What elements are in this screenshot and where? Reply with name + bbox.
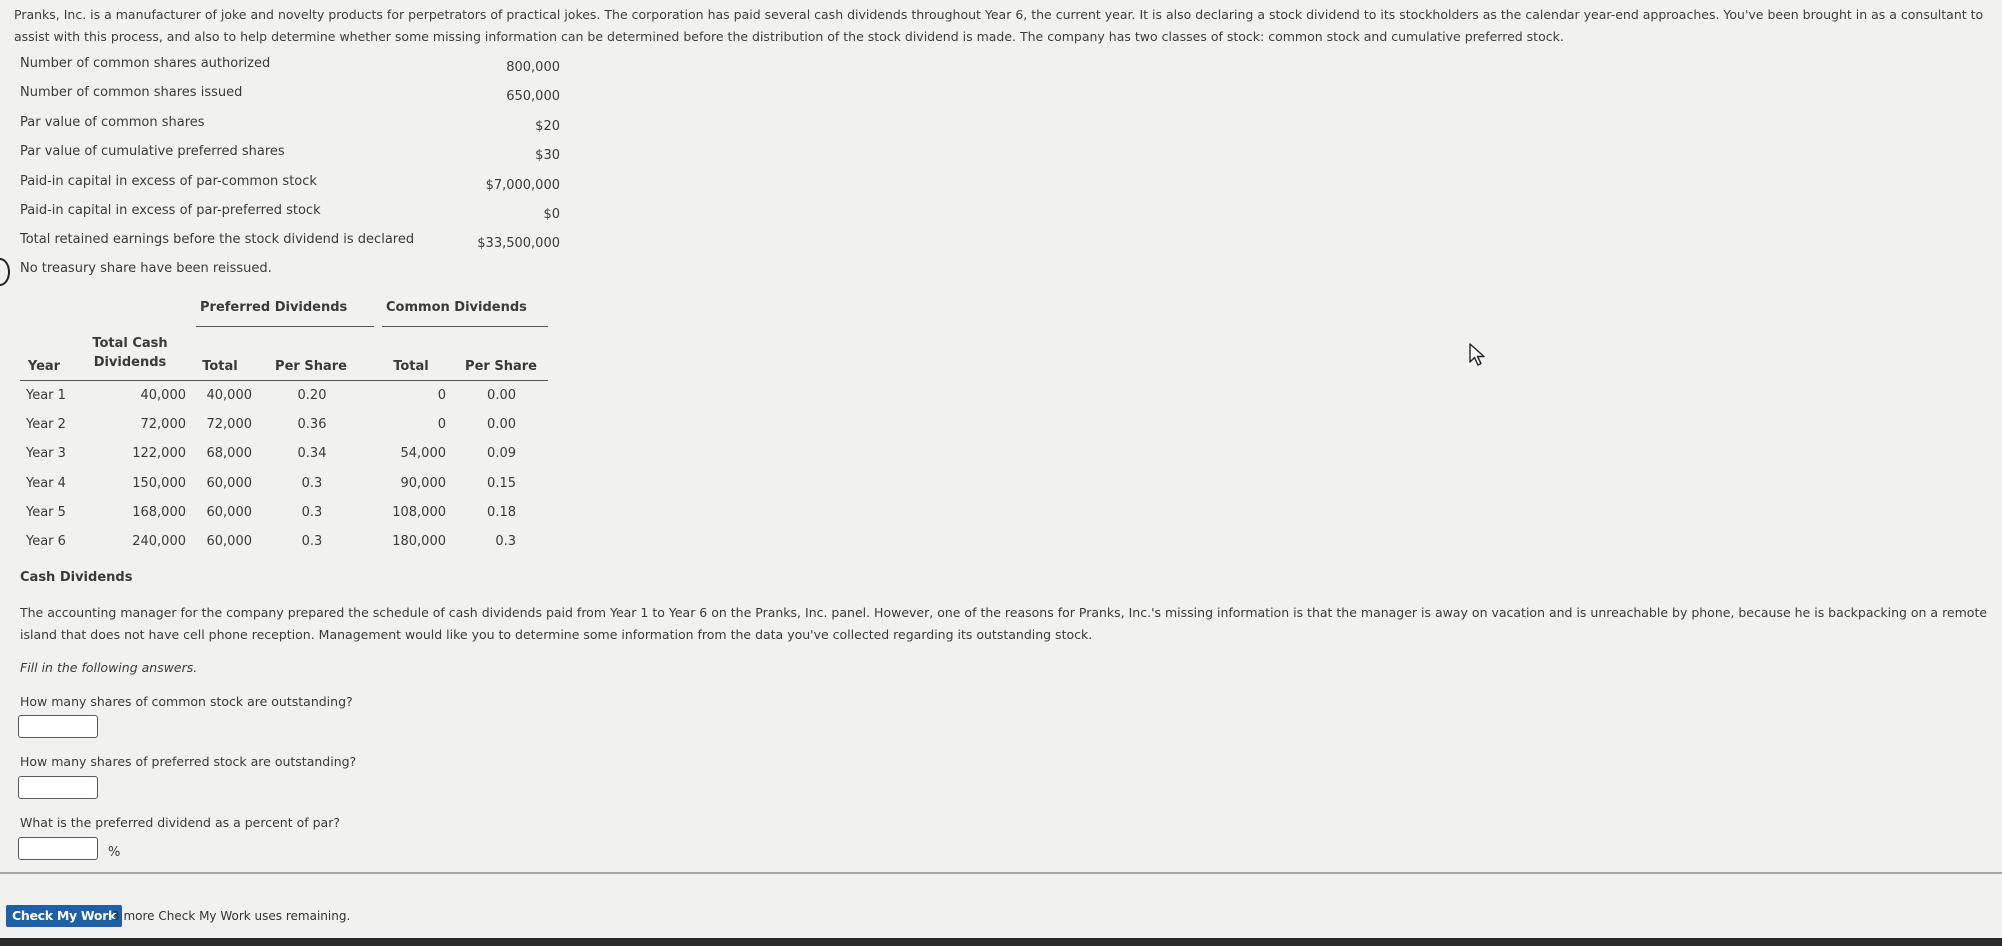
cell-common-total: 180,000 xyxy=(392,533,446,549)
col-header-total-cash-line2: Dividends xyxy=(93,355,167,370)
cell-pref-total: 60,000 xyxy=(206,504,252,520)
cell-pref-per-share: 0.20 xyxy=(297,388,327,403)
fact-row xyxy=(20,203,560,232)
cell-total-cash: 168,000 xyxy=(132,504,186,520)
cell-year: Year 1 xyxy=(26,388,66,403)
fact-row xyxy=(20,232,560,261)
cell-pref-per-share: 0.36 xyxy=(297,417,327,433)
col-header-pref-per-share: Per Share xyxy=(275,359,347,374)
fact-row xyxy=(20,56,560,85)
cell-common-total: 0 xyxy=(437,417,446,433)
bottom-bar xyxy=(0,938,2002,946)
fact-value: $33,500,000 xyxy=(477,236,560,252)
cell-common-total: 90,000 xyxy=(400,475,446,491)
fact-value: $30 xyxy=(535,148,560,164)
cell-year: Year 4 xyxy=(26,475,66,491)
table-row xyxy=(20,476,548,505)
fact-row xyxy=(20,174,560,203)
cell-pref-total: 40,000 xyxy=(206,388,252,403)
col-header-year: Year xyxy=(27,359,61,374)
preferred-shares-outstanding-input[interactable] xyxy=(18,776,98,799)
table-row xyxy=(20,417,548,446)
cell-total-cash: 240,000 xyxy=(132,533,186,549)
col-header-pref-total: Total xyxy=(202,359,238,374)
narrative-paragraph: The accounting manager for the company prepared the schedule of cash dividends paid from Year 1 to Year 6 on the Pranks, Inc. panel. However, one of the reasons for Pranks, Inc.'s missing information is that the manager is away on vacation and is unreachable by phone, because he is backpacking on a remote island that does not have cell phone reception. Management would like you to determine some information from the data you've collected regarding its outstanding stock. xyxy=(20,605,1988,642)
fact-label: Number of common shares authorized xyxy=(20,56,271,71)
check-my-work-button[interactable]: Check My Work xyxy=(6,905,122,927)
fact-value: 650,000 xyxy=(506,89,560,105)
table-row xyxy=(20,534,548,563)
cell-common-per-share: 0.18 xyxy=(487,504,516,520)
table-row xyxy=(20,388,548,417)
fact-label: Total retained earnings before the stock dividend is declared xyxy=(20,232,415,248)
question-preferred-dividend-percent: What is the preferred dividend as a percent of par? xyxy=(20,815,340,830)
table-row xyxy=(20,505,548,534)
common-header-rule xyxy=(382,326,548,327)
cell-year: Year 5 xyxy=(26,504,66,520)
instruction-text: Fill in the following answers. xyxy=(20,660,198,675)
fact-value: $20 xyxy=(535,118,560,134)
fact-row xyxy=(20,144,560,173)
preferred-header-rule xyxy=(196,326,374,327)
problem-intro: Pranks, Inc. is a manufacturer of joke and novelty products for perpetrators of practical jokes. The corporation has paid several cash dividends throughout Year 6, the current year. It is also declaring a stock dividend to its stockholders as the calendar year-end approaches. You've been brought in as a consultant to assist with this process, and also to help determine whether some missing information can be determined before the distribution of the stock dividend is made. The company has two classes of stock: common stock and cumulative preferred stock. xyxy=(14,7,1984,44)
preferred-dividends-header: Preferred Dividends xyxy=(200,300,348,315)
col-header-total-cash xyxy=(82,334,178,372)
col-header-total-cash-line1: Total Cash xyxy=(92,336,168,351)
cell-common-total: 54,000 xyxy=(400,446,446,462)
check-uses-remaining: 3 more Check My Work uses remaining. xyxy=(112,909,351,923)
question-common-shares: How many shares of common stock are outstanding? xyxy=(20,694,353,709)
fact-value: $0 xyxy=(543,206,560,222)
col-header-common-per-share: Per Share xyxy=(465,359,537,374)
cell-common-per-share: 0.00 xyxy=(487,417,516,433)
table-caption: Cash Dividends xyxy=(20,570,133,585)
facts-list xyxy=(20,56,560,262)
table-row xyxy=(20,446,548,475)
cell-common-total: 0 xyxy=(437,388,446,403)
preferred-dividend-percent-input[interactable] xyxy=(18,837,98,860)
col-header-common-total: Total xyxy=(393,359,429,374)
percent-suffix: % xyxy=(108,845,121,860)
cell-common-per-share: 0.15 xyxy=(487,475,516,491)
fact-row xyxy=(20,115,560,144)
cell-pref-total: 72,000 xyxy=(206,417,252,433)
fact-label: Paid-in capital in excess of par-common stock xyxy=(20,173,317,189)
cell-year: Year 3 xyxy=(26,446,66,462)
fact-label: Par value of common shares xyxy=(20,114,205,130)
common-shares-outstanding-input[interactable] xyxy=(18,715,98,738)
treasury-note: No treasury share have been reissued. xyxy=(20,261,272,276)
cell-year: Year 2 xyxy=(26,417,66,433)
cell-pref-per-share: 0.3 xyxy=(301,504,323,520)
fact-value: $7,000,000 xyxy=(485,177,560,193)
cell-pref-per-share: 0.3 xyxy=(301,475,323,491)
cell-pref-total: 60,000 xyxy=(206,475,252,491)
cell-pref-per-share: 0.34 xyxy=(297,446,327,462)
cell-common-per-share: 0.09 xyxy=(487,446,516,462)
cell-pref-total: 68,000 xyxy=(206,446,252,462)
question-preferred-shares: How many shares of preferred stock are outstanding? xyxy=(20,754,357,769)
fact-row xyxy=(20,85,560,114)
cell-total-cash: 150,000 xyxy=(132,475,186,491)
fact-value: 800,000 xyxy=(506,60,560,75)
common-dividends-header: Common Dividends xyxy=(386,300,527,315)
cell-common-per-share: 0.3 xyxy=(495,533,516,549)
fact-label: Par value of cumulative preferred shares xyxy=(20,144,285,160)
cell-year: Year 6 xyxy=(26,533,66,549)
cell-pref-total: 60,000 xyxy=(206,533,252,549)
footer-divider xyxy=(0,872,2002,874)
fact-label: Paid-in capital in excess of par-preferred stock xyxy=(20,202,321,218)
cell-common-total: 108,000 xyxy=(392,504,446,520)
mouse-pointer-icon xyxy=(1469,343,1487,367)
fact-label: Number of common shares issued xyxy=(20,85,243,101)
left-edge-mark xyxy=(0,258,10,286)
cell-total-cash: 122,000 xyxy=(132,446,186,462)
cell-common-per-share: 0.00 xyxy=(487,388,516,403)
table-header-rule xyxy=(20,380,548,381)
cell-total-cash: 72,000 xyxy=(140,417,186,433)
cell-pref-per-share: 0.3 xyxy=(301,533,323,549)
cell-total-cash: 40,000 xyxy=(140,388,186,403)
